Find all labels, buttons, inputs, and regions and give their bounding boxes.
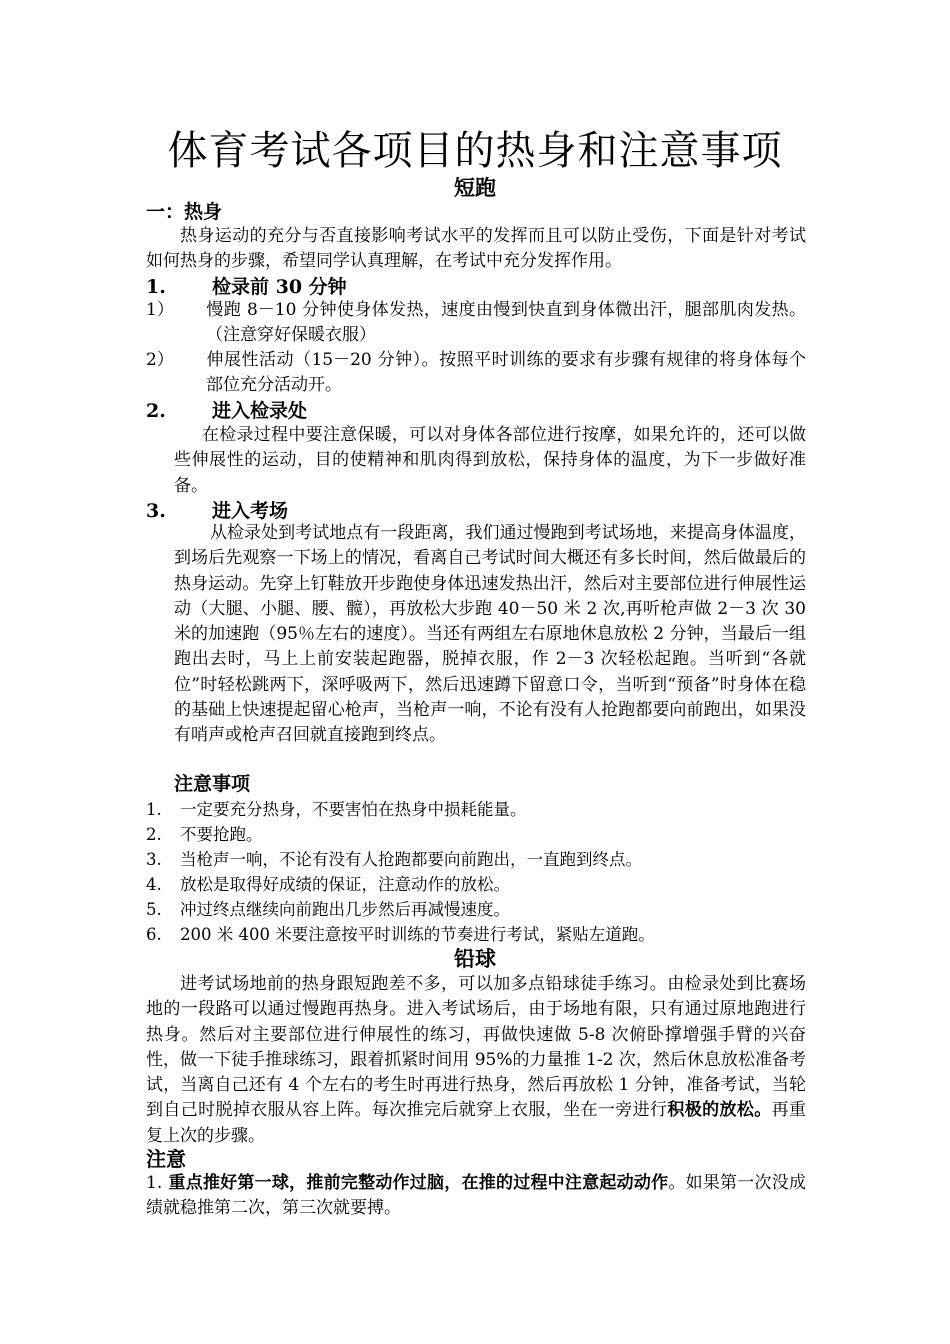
- step1-item-2: [146, 348, 806, 399]
- sprint-note-1: [146, 797, 527, 822]
- warmup-intro: 热身运动的充分与否直接影响考试水平的发挥而且可以防止受伤，下面是针对考试如何热身的步骤，希望同学认真理解，在考试中充分发挥作用。: [146, 226, 806, 272]
- step2-label: 进入检录处: [212, 400, 308, 422]
- sprint-note-2: [146, 822, 263, 847]
- note-number: 5.: [146, 900, 162, 919]
- note-number: 3.: [146, 850, 162, 869]
- shot-put-note-1: [146, 1171, 806, 1222]
- shot-put-text-a: 进考试场地前的热身跟短跑差不多，可以加多点铅球徒手练习。由检录处到比赛场地的一段路可以通过慢跑再热身。进入考试场后，由于场地有限，只有通过原地跑进行热身。然后对主要部位进行伸展性的练习，再做快速做 5-8 次俯卧撑增强手臂的兴奋性，做一下徒手推球练习，跟着抓紧时间用 95%的力量推 1-2 次，然后休息放松准备考试，当离自己还有 4 个左右的考生时再进行热身，然后再放松 1 分钟，准备考试，当轮到自己时脱掉衣服从容上阵。每次推完后就穿上衣服，坐在一旁进行: [146, 974, 806, 1121]
- sprint-note-5: [146, 897, 510, 922]
- shot-put-text-bold: 积极的放松。: [667, 1100, 772, 1121]
- document-title: 体育考试各项目的热身和注意事项: [167, 128, 783, 174]
- warmup-heading: 一：热身: [146, 201, 223, 223]
- note-text: 不要抢跑。: [180, 825, 263, 844]
- shot-put-text-b: 再重复上次的步骤。: [146, 1100, 807, 1146]
- section-heading-sprint: 短跑: [454, 175, 496, 200]
- shot-put-note-1-number: 1.: [146, 1173, 163, 1193]
- sprint-note-4: [146, 872, 510, 897]
- step1-item-1: [146, 298, 806, 349]
- shot-put-text: [146, 972, 806, 1149]
- step1-item-1-number: 1）: [146, 300, 174, 320]
- step1-heading: [146, 274, 347, 300]
- step1-item-2-number: 2）: [146, 350, 174, 370]
- note-number: 6.: [146, 925, 162, 944]
- shot-put-notes-heading: 注意: [146, 1147, 186, 1171]
- sprint-note-3: [146, 847, 642, 872]
- step1-number: 1.: [146, 276, 166, 298]
- note-text: 放松是取得好成绩的保证，注意动作的放松。: [180, 875, 510, 894]
- sprint-note-6: [146, 922, 655, 947]
- step3-number: 3.: [146, 500, 166, 522]
- note-number: 1.: [146, 800, 162, 819]
- step2-number: 2.: [146, 400, 166, 422]
- shot-put-note-1-bold: 重点推好第一球，推前完整动作过脑，在推的过程中注意起动动作: [168, 1173, 669, 1193]
- note-number: 2.: [146, 825, 162, 844]
- note-number: 4.: [146, 875, 162, 894]
- note-text: 冲过终点继续向前跑出几步然后再减慢速度。: [180, 900, 510, 919]
- note-text: 200 米 400 米要注意按平时训练的节奏进行考试，紧贴左道跑。: [180, 925, 655, 944]
- shot-put-note-1-rest: 。如果第一次没成绩就稳推第二次，第三次就要搏。: [146, 1173, 807, 1219]
- section-heading-shot-put: 铅球: [454, 946, 496, 971]
- step1-item-2-text: 伸展性活动（15－20 分钟）。按照平时训练的要求有步骤有规律的将身体每个部位充分活动开。: [206, 350, 806, 396]
- sprint-notes-heading: 注意事项: [174, 773, 251, 795]
- step3-label: 进入考场: [212, 500, 289, 522]
- step1-label: 检录前 30 分钟: [212, 276, 347, 298]
- note-text: 一定要充分热身，不要害怕在热身中损耗能量。: [180, 800, 527, 819]
- step3-text: 从检录处到考试地点有一段距离，我们通过慢跑到考试场地，来提高身体温度，到场后先观察一下场上的情况，看离自己考试时间大概还有多长时间，然后做最后的热身运动。先穿上钉鞋放开步跑使身体迅速发热出汗，然后对主要部位进行伸展性运动（大腿、小腿、腰、髋），再放松大步跑 40－50 米 2 次,再听枪声做 2－3 次 30 米的加速跑（95％左右的速度）。当还有两组左右原地休息放松 2 分钟，当最后一组跑出去时，马上上前安装起跑器，脱掉衣服，作 2－3 次轻松起跑。当听到“各就位”时轻松跳两下，深呼吸两下，然后迅速蹲下留意口令，当听到“预备”时身体在稳的基础上快速提起留心枪声，当枪声一响，不论有没有人抢跑都要向前跑出，如果没有哨声或枪声召回就直接跑到终点。: [174, 523, 806, 746]
- step2-heading: [146, 398, 307, 424]
- note-text: 当枪声一响，不论有没有人抢跑都要向前跑出，一直跑到终点。: [180, 850, 642, 869]
- step2-text: 在检录过程中要注意保暖，可以对身体各部位进行按摩，如果允许的，还可以做些伸展性的运动，目的使精神和肌肉得到放松，保持身体的温度，为下一步做好准备。: [174, 425, 806, 496]
- step1-item-1-text: 慢跑 8－10 分钟使身体发热，速度由慢到快直到身体微出汗，腿部肌肉发热。（注意穿好保暖衣服）: [206, 300, 806, 346]
